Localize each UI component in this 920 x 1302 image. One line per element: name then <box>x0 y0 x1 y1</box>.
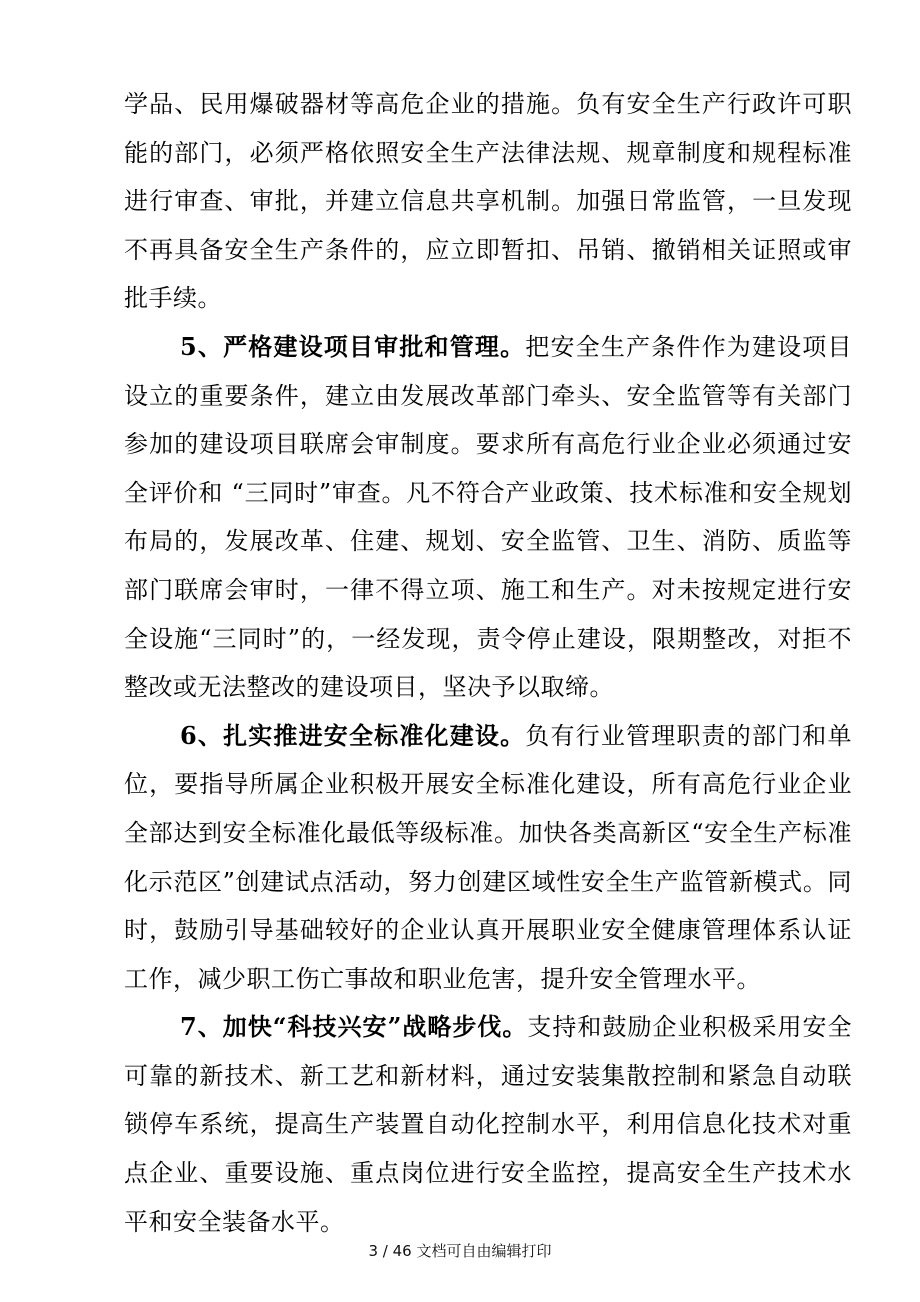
document-body <box>124 80 852 1246</box>
item-heading: 5、严格建设项目审批和管理。 <box>180 331 526 361</box>
paragraph-item-6 <box>124 712 852 1004</box>
item-heading: 6、扎实推进安全标准化建设。 <box>180 720 526 750</box>
paragraph-text: 支持和鼓励企业积极采用安全可靠的新技术、新工艺和新材料，通过安装集散控制和紧急自动联锁停车系统，提高生产装置自动化控制水平，利用信息化技术对重点企业、重要设施、重点岗位进行安全监控，提高安全生产技术水平和安全装备水平。 <box>124 1013 853 1236</box>
paragraph-text: 学品、民用爆破器材等高危企业的措施。负有安全生产行政许可职能的部门，必须严格依照安全生产法律法规、规章制度和规程标准进行审查、审批，并建立信息共享机制。加强日常监管，一旦发现不再具备安全生产条件的，应立即暂扣、吊销、撤销相关证照或审批手续。 <box>124 90 852 313</box>
paragraph-item-5 <box>124 323 852 712</box>
paragraph-text: 把安全生产条件作为建设项目设立的重要条件，建立由发展改革部门牵头、安全监管等有关部门参加的建设项目联席会审制度。要求所有高危行业企业必须通过安全评价和 “三同时”审查。凡不符合产业政策、技术标准和安全规划布局的，发展改革、住建、规划、安全监管、卫生、消防、质监等部门联席会审时，一律不得立项、施工和生产。对未按规定进行安全设施“三同时”的，一经发现，责令停止建设，限期整改，对拒不整改或无法整改的建设项目，坚决予以取缔。 <box>124 332 852 702</box>
page-footer: 3 / 46 文档可自由编辑打印 <box>368 1242 552 1260</box>
paragraph-continued <box>124 80 852 323</box>
item-heading: 7、加快“科技兴安”战略步伐。 <box>180 1012 528 1042</box>
paragraph-item-7 <box>124 1003 852 1246</box>
paragraph-text: 负有行业管理职责的部门和单位，要指导所属企业积极开展安全标准化建设，所有高危行业企业全部达到安全标准化最低等级标准。加快各类高新区“安全生产标准化示范区”创建试点活动，努力创建区域性安全生产监管新模式。同时，鼓励引导基础较好的企业认真开展职业安全健康管理体系认证工作，减少职工伤亡事故和职业危害，提升安全管理水平。 <box>124 721 852 993</box>
